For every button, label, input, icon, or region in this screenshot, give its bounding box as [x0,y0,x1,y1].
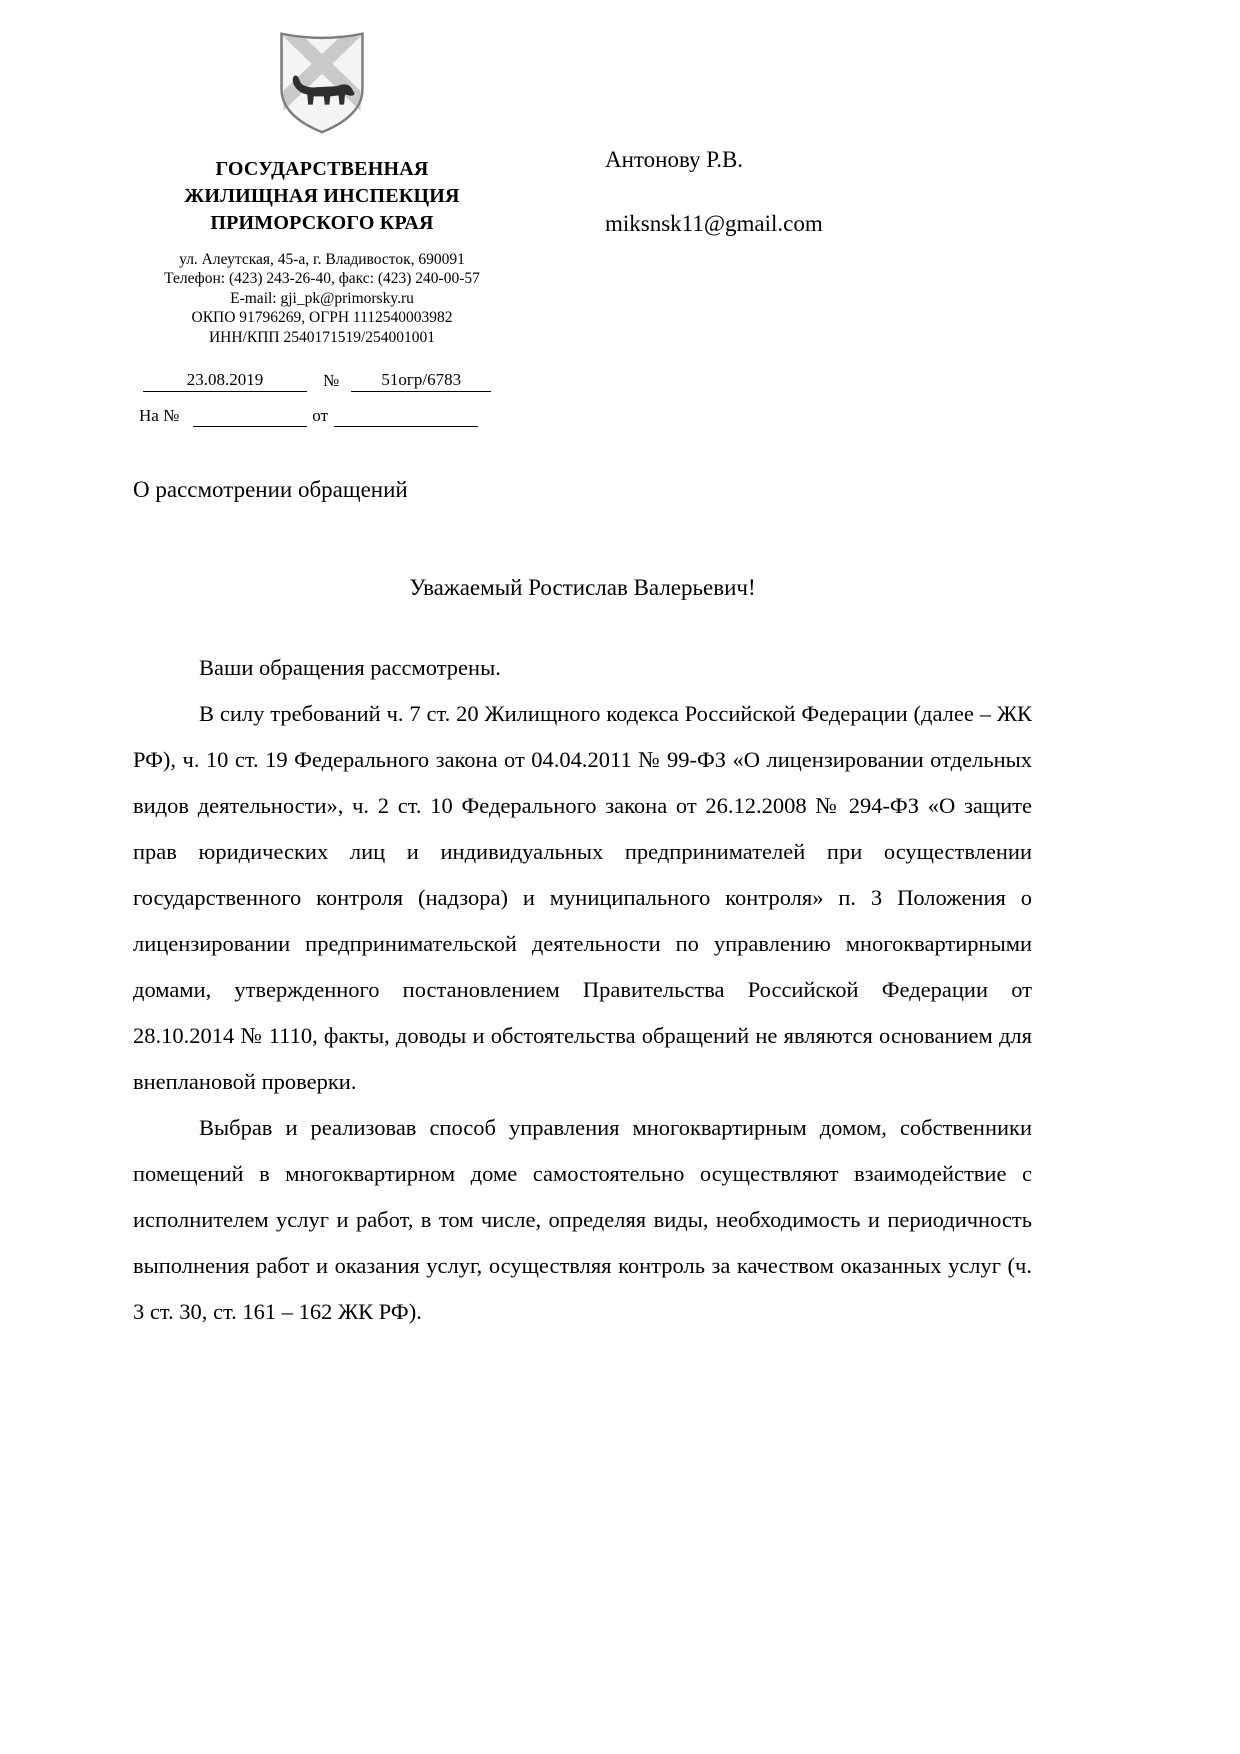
org-name-line: ГОСУДАРСТВЕННАЯ [215,158,429,180]
org-phone-line: Телефон: (423) 243-26-40, факс: (423) 240-00-57 [164,270,480,288]
org-email-line: E-mail: gji_pk@primorsky.ru [230,289,414,307]
reply-reference-row [133,405,511,427]
reply-number-blank [193,405,307,427]
letterhead [133,30,1032,427]
recipient-block [511,30,823,238]
date-number-row [133,369,511,392]
body-paragraph: Выбрав и реализовав способ управления многоквартирным домом, собственники помещений в многоквартирном доме самостоятельно осуществляют взаимодействие с исполнителем услуг и работ, в том числе, определяя виды, необходимость и периодичность выполнения работ и оказания услуг, осуществляя контроль за качеством оказанных услуг (ч. 3 ст. 30, ст. 161 – 162 ЖК РФ). [133,1115,1032,1325]
org-address-line: ул. Алеутская, 45-а, г. Владивосток, 690091 [179,251,465,268]
org-name-line: ПРИМОРСКОГО КРАЯ [210,212,434,234]
org-inn-kpp-line: ИНН/КПП 2540171519/254001001 [208,328,436,346]
reply-date-blank [334,405,478,427]
org-okpo-ogrn-line: ОКПО 91796269, ОГРН 1112540003982 [191,309,453,327]
letter-number: 51огр/6783 [351,369,491,392]
body-paragraph: Ваши обращения рассмотрены. [199,655,501,681]
coat-of-arms-icon [276,30,368,136]
body-paragraph: В силу требований ч. 7 ст. 20 Жилищного кодекса Российской Федерации (далее – ЖК РФ), ч. 10 ст. 19 Федерального закона от 04.04.2011 № 99-ФЗ «О лицензировании отдельных видов деятельности», ч. 2 ст. 10 Федерального закона от 26.12.2008 № 294-ФЗ «О защите прав юридических лиц и индивидуальных предпринимателей при осуществлении государственного контроля (надзора) и муниципального контроля» п. 3 Положения о лицензировании предпринимательской деятельности по управлению многоквартирными домами, утвержденного постановлением Правительства Российской Федерации от 28.10.2014 № 1110, факты, доводы и обстоятельства обращений не являются основанием для внеплановой проверки. [133,701,1032,1095]
number-sign-label: № [323,371,340,391]
organization-name [133,156,511,237]
recipient-name: Антонову Р.В. [605,147,744,172]
na-number-label: На № [139,406,180,426]
letter-body [133,645,1032,1335]
letter-subject: О рассмотрении обращений [133,477,408,503]
recipient-email: miksnsk11@gmail.com [605,211,823,236]
salutation: Уважаемый Ростислав Валерьевич! [409,575,756,601]
ot-label: от [312,406,329,426]
letter-date: 23.08.2019 [143,369,307,392]
organization-contacts [133,250,511,347]
letterhead-left-column [133,30,511,427]
org-name-line: ЖИЛИЩНАЯ ИНСПЕКЦИЯ [184,185,460,207]
